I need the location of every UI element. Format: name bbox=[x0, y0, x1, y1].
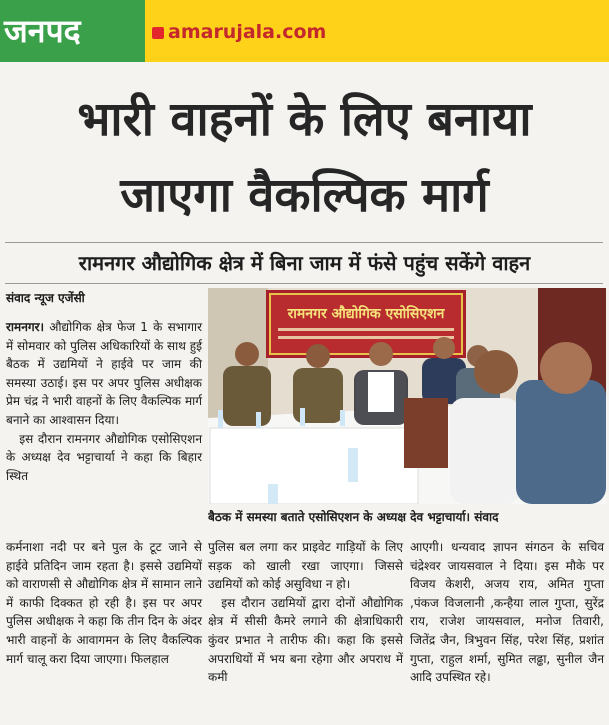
section-name: जनपद bbox=[0, 0, 145, 62]
article-column-1-continued bbox=[6, 538, 202, 668]
paragraph-4: पुलिस बल लगा कर प्राइवेट गाड़ियों के लिए सड़क को खाली रखा जाएगा। जिससे उद्यमियों को कोई असुविधा न हो। bbox=[208, 540, 403, 592]
photo-banner-text: रामनगर औद्योगिक एसोसिएशन bbox=[287, 306, 445, 322]
byline: संवाद न्यूज एजेंसी bbox=[6, 291, 85, 305]
paragraph-1: औद्योगिक क्षेत्र फेज 1 के सभागार में सोमवार को पुलिस अधिकारियों के साथ हुई बैठक में उद्यमियों ने हाईवे पर जाम की समस्या उठाई। इस पर अपर पुलिस अधीक्षक प्रेम चंद्र ने भारी वाहनों के लिए वैकल्पिक मार्ग बनाने का आश्वासन दिया। bbox=[6, 320, 202, 427]
headline-line-2: जाएगा वैकल्पिक मार्ग bbox=[120, 168, 489, 223]
news-photo bbox=[208, 288, 606, 504]
paragraph-6: आएगी। धन्यवाद ज्ञापन संगठन के सचिव चंद्रेश्वर जायसवाल ने दिया। इस मौके पर विजय केशरी, अजय राय, अमित गुप्ता ,पंकज विजलानी ,कन्हैया लाल गुप्ता, सुरेंद्र राय, राजेश जायसवाल, मनोज तिवारी, जितेंद्र जैन, त्रिभुवन सिंह, परेश सिंह, प्रशांत गुप्ता, राहुल शर्मा, सुमित लढ्ढा, सुनील जैन आदि उपस्थित रहे। bbox=[410, 540, 604, 685]
article-column-1 bbox=[6, 318, 202, 485]
subheadline: रामनगर औद्योगिक क्षेत्र में बिना जाम में फंसे पहुंच सकेंगे वाहन bbox=[78, 251, 531, 275]
article-column-3 bbox=[410, 538, 604, 687]
paragraph-5: इस दौरान उद्यमियों द्वारा दोनों औद्योगिक क्षेत्र में सीसी कैमरे लगाने की क्षेत्राधिकारी कुंवर प्रभात ने तारीफ की। कहा कि इससे अपराधियों में भय बना रहेगा और अपराध में कमी bbox=[208, 595, 403, 685]
headline-line-1: भारी वाहनों के लिए बनाया bbox=[77, 92, 532, 147]
site-name[interactable]: amarujala.com bbox=[168, 21, 327, 43]
article-column-2 bbox=[208, 538, 403, 687]
photo-caption: बैठक में समस्या बताते एसोसिएशन के अध्यक्ष देव भट्टाचार्या। संवाद bbox=[208, 510, 499, 524]
masthead-bar bbox=[0, 0, 609, 62]
paragraph-3: कर्मनाशा नदी पर बने पुल के टूट जाने से हाईवे प्रतिदिन जाम रहता है। इससे उद्यमियों को वाराणसी से औद्योगिक क्षेत्र में सामान लाने में काफी दिक्कत हो रही है। इस पर अपर पुलिस अधीक्षक ने कहा कि तीन दिन के अंदर भारी वाहनों के आवागमन के लिए वैकल्पिक मार्ग चालू करा दिया जाएगा। फिलहाल bbox=[6, 540, 202, 666]
meeting-photo-illustration bbox=[208, 288, 606, 504]
paragraph-2: इस दौरान रामनगर औद्योगिक एसोसिएशन के अध्यक्ष देव भट्टाचार्या ने कहा कि बिहार स्थित bbox=[6, 431, 202, 483]
divider-bottom bbox=[5, 283, 603, 284]
divider-top bbox=[5, 242, 603, 243]
dateline: रामनगर। bbox=[6, 320, 45, 334]
logo-mark-icon bbox=[152, 27, 164, 39]
